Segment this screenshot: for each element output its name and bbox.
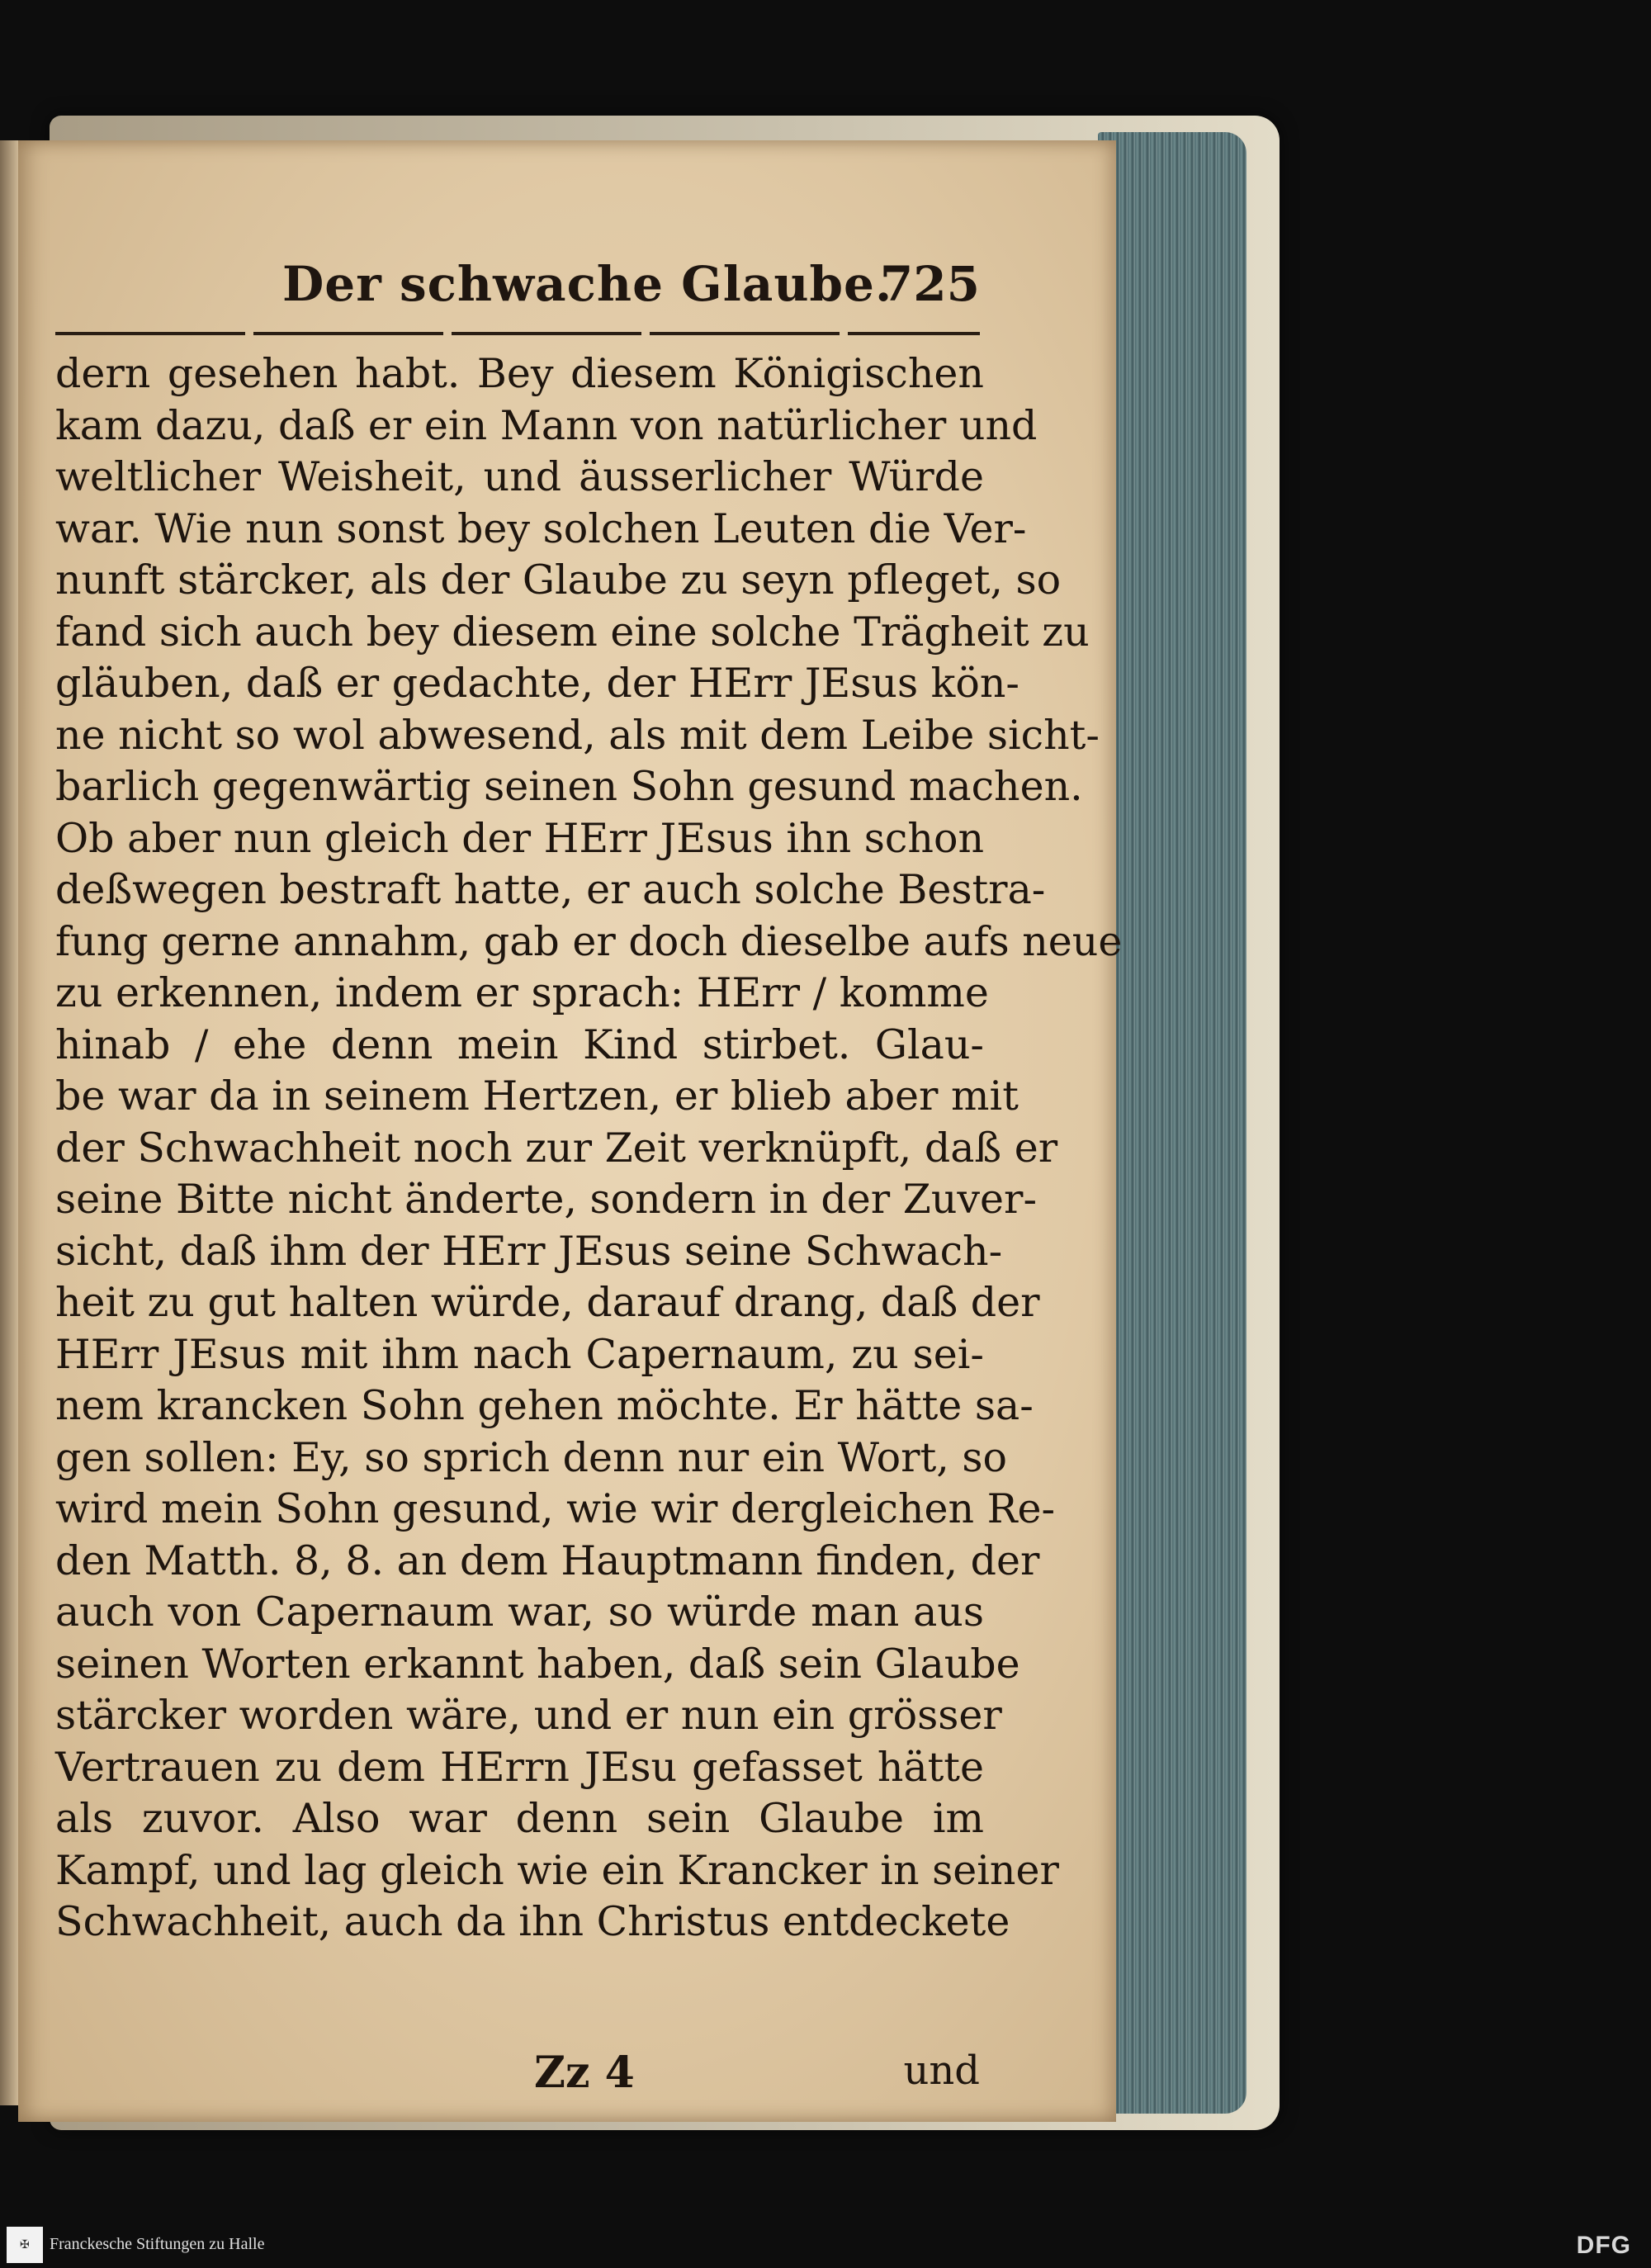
dfg-logo: DFG bbox=[1576, 2232, 1631, 2259]
page-footer bbox=[55, 2048, 980, 2105]
header-rule bbox=[55, 332, 980, 335]
text-line: HErr JEsus mit ihm nach Capernaum, zu sei- bbox=[55, 1330, 984, 1378]
catchword: und bbox=[903, 2048, 980, 2094]
text-line: seine Bitte nicht änderte, sondern in der Zuver- bbox=[55, 1176, 1038, 1223]
viewer-footer-bar bbox=[0, 2223, 1651, 2268]
text-line: Vertrauen zu dem HErrn JEsu gefasset hätte bbox=[55, 1743, 984, 1791]
institution-logo-icon: ✠ bbox=[7, 2227, 43, 2263]
text-line: gläuben, daß er gedachte, der HErr JEsus kön- bbox=[55, 660, 1019, 707]
text-line: seinen Worten erkannt haben, daß sein Glaube bbox=[55, 1640, 1020, 1688]
signature-mark: Zz 4 bbox=[534, 2048, 635, 2098]
page-header bbox=[55, 256, 980, 322]
page-edges bbox=[1098, 132, 1247, 2114]
text-line: barlich gegenwärtig seinen Sohn gesund machen. bbox=[55, 763, 1083, 810]
institution-name: Franckesche Stiftungen zu Halle bbox=[50, 2235, 265, 2253]
text-line: Schwachheit, auch da ihn Christus entdeckete bbox=[55, 1898, 1010, 1945]
page-number: 725 bbox=[879, 256, 980, 312]
text-line: be war da in seinem Hertzen, er blieb aber mit bbox=[55, 1072, 1019, 1120]
text-line: war. Wie nun sonst bey solchen Leuten die Ver- bbox=[55, 504, 1027, 552]
book-page bbox=[18, 140, 1123, 2122]
text-line: Kampf, und lag gleich wie ein Krancker in seiner bbox=[55, 1846, 1059, 1894]
text-line: hinab / ehe denn mein Kind stirbet. Glau- bbox=[55, 1020, 984, 1068]
text-line: sicht, daß ihm der HErr JEsus seine Schwach- bbox=[55, 1227, 1003, 1275]
previous-page-edge bbox=[0, 140, 18, 2105]
body-text bbox=[55, 348, 1123, 1948]
text-line: wird mein Sohn gesund, wie wir dergleichen Re- bbox=[55, 1485, 1056, 1532]
text-line: der Schwachheit noch zur Zeit verknüpft, daß er bbox=[55, 1124, 1058, 1172]
text-line: deßwegen bestraft hatte, er auch solche Bestra- bbox=[55, 866, 1046, 913]
text-line: nem krancken Sohn gehen möchte. Er hätte sa- bbox=[55, 1382, 1034, 1429]
text-line: heit zu gut halten würde, darauf drang, daß der bbox=[55, 1279, 1040, 1326]
text-line: als zuvor. Also war denn sein Glaube im bbox=[55, 1795, 984, 1842]
text-line: zu erkennen, indem er sprach: HErr / komme bbox=[55, 969, 989, 1016]
text-line: nunft stärcker, als der Glaube zu seyn pfleget, so bbox=[55, 556, 1062, 604]
text-line: ne nicht so wol abwesend, als mit dem Leibe sicht- bbox=[55, 711, 1100, 759]
text-line: weltlicher Weisheit, und äusserlicher Würde bbox=[55, 453, 984, 500]
text-line: den Matth. 8, 8. an dem Hauptmann finden, der bbox=[55, 1536, 1040, 1584]
text-line: auch von Capernaum war, so würde man aus bbox=[55, 1589, 984, 1636]
text-line: kam dazu, daß er ein Mann von natürlicher und bbox=[55, 401, 1038, 449]
text-line: gen sollen: Ey, so sprich denn nur ein Wort, so bbox=[55, 1433, 1008, 1481]
text-line: Ob aber nun gleich der HErr JEsus ihn schon bbox=[55, 814, 984, 862]
text-line: fand sich auch bey diesem eine solche Trägheit zu bbox=[55, 608, 1090, 656]
running-head: Der schwache Glaube. bbox=[282, 256, 893, 312]
book bbox=[0, 116, 1337, 2163]
text-line: dern gesehen habt. Bey diesem Königischen bbox=[55, 350, 984, 397]
text-line: fung gerne annahm, gab er doch dieselbe aufs neue bbox=[55, 917, 1123, 965]
text-line: stärcker worden wäre, und er nun ein grösser bbox=[55, 1692, 1002, 1739]
